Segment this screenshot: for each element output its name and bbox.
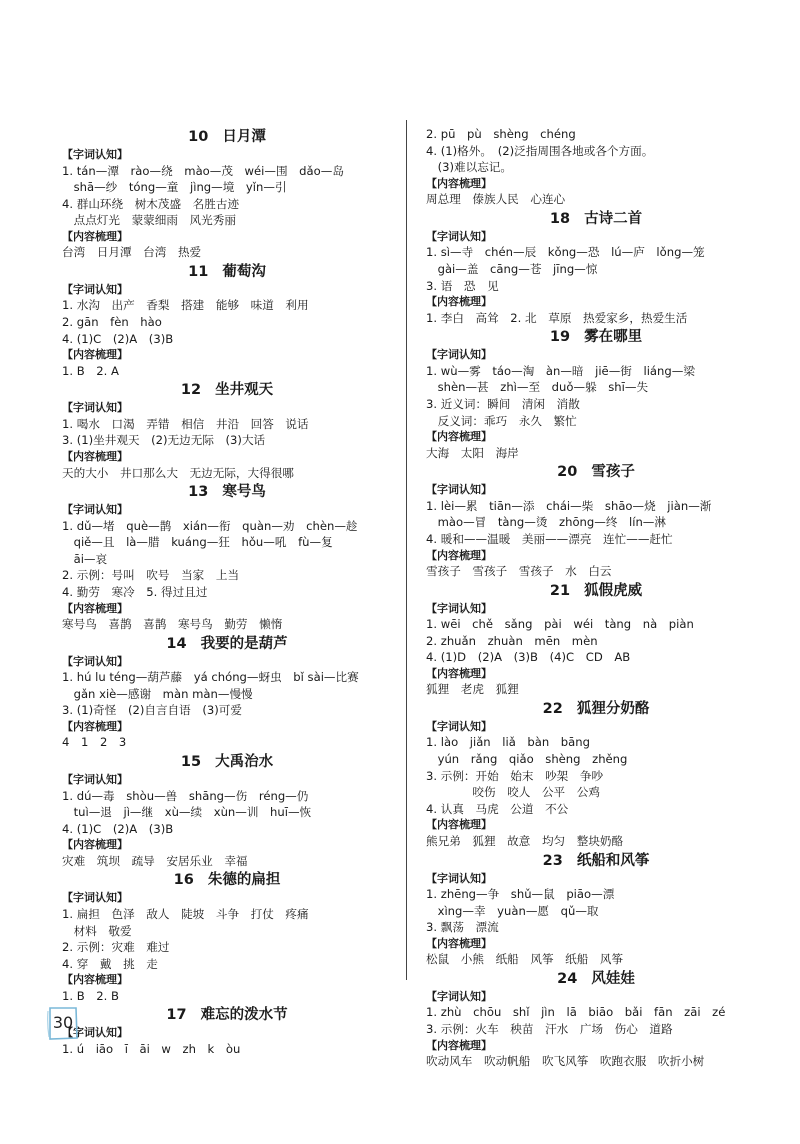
- section-label: 【内容梳理】: [426, 666, 492, 680]
- answer-line: 1. tán—潭 rào—绕 mào—茂 wéi—围 dǎo—岛: [62, 163, 344, 178]
- answer-line: 大海 太阳 海岸: [426, 445, 519, 460]
- answer-line: 狐狸 老虎 狐狸: [426, 682, 519, 697]
- answer-line: 4. (1)D (2)A (3)B (4)C CD AB: [426, 650, 631, 665]
- answer-line: 4. 暖和——温暖 美丽——漂亮 连忙——赶忙: [426, 531, 673, 546]
- section-label: 【内容梳理】: [62, 229, 128, 243]
- page-number: 30: [52, 1013, 74, 1032]
- lesson-name: 狐假虎威: [584, 582, 643, 599]
- lesson-title: [62, 127, 392, 147]
- section-label: 【字词认知】: [62, 148, 128, 161]
- lesson-number: 13: [188, 484, 209, 501]
- answer-line: 2. 示例：号叫 吹号 当家 上当: [62, 568, 240, 583]
- section-label: 【内容梳理】: [62, 450, 128, 464]
- lesson-number: 14: [166, 635, 187, 652]
- lesson-number: 10: [188, 129, 209, 145]
- answer-line: 1. 喝水 口渴 弄错 相信 井沿 回答 说话: [62, 416, 309, 431]
- lesson-number: 12: [180, 382, 202, 399]
- lesson-number: 11: [188, 263, 209, 280]
- answer-line: 1. wēi chě sǎng pài wéi tàng nà piàn: [426, 617, 694, 632]
- answer-line: 2. 示例：灾难 难过: [62, 940, 170, 955]
- lesson-number: 20: [557, 464, 578, 481]
- answer-line: 4. (1)C (2)A (3)B: [62, 331, 174, 346]
- answer-line: 反义词：乖巧 永久 繁忙: [426, 413, 577, 428]
- answer-line: 3. 语 恐 见: [426, 278, 499, 293]
- lesson-name: 我要的是葫芦: [200, 635, 288, 652]
- lesson-title: [62, 262, 392, 282]
- lesson-title: [426, 851, 766, 871]
- answer-line: 1. hú lu téng—葫芦藤 yá chóng—蚜虫 bǐ sài—比赛: [62, 670, 359, 685]
- answer-line: 3. 飘荡 漂流: [426, 920, 499, 935]
- lesson-name: 纸船和风筝: [576, 852, 650, 869]
- answer-line: (3)难以忘记。: [426, 160, 512, 175]
- answer-line: 2. zhuǎn zhuàn mēn mèn: [426, 633, 598, 648]
- lesson-title: [62, 634, 392, 654]
- answer-line: 1. dǔ—堵 què—鹊 xián—衔 quàn—劝 chèn—趁: [62, 518, 358, 533]
- answer-line: āi—哀: [62, 551, 108, 566]
- lesson-title: [62, 1005, 392, 1025]
- column-divider: [406, 120, 407, 980]
- lesson-title: [426, 581, 766, 601]
- answer-line: 4. (1)格外。 (2)泛指周围各地或各个方面。: [426, 143, 654, 158]
- answer-line: 寒号鸟 喜鹊 喜鹊 寒号鸟 勤劳 懒惰: [62, 617, 283, 632]
- page-number-badge: [48, 1008, 78, 1038]
- answer-line: gǎn xiè—感谢 màn màn—慢慢: [62, 686, 253, 701]
- answer-line: 1. sì—寺 chén—辰 kǒng—恐 lú—庐 lǒng—笼: [426, 245, 705, 260]
- answer-line: mào—冒 tàng—烫 zhōng—终 lín—淋: [426, 515, 666, 530]
- answer-line: shā—纱 tóng—童 jìng—境 yǐn—引: [62, 180, 287, 195]
- section-label: 【字词认知】: [62, 654, 128, 668]
- answer-line: gài—盖 cāng—苍 jīng—惊: [426, 261, 598, 276]
- section-label: 【内容梳理】: [62, 973, 128, 987]
- section-label: 【内容梳理】: [426, 1038, 492, 1052]
- lesson-title: [426, 699, 766, 719]
- lesson-name: 雪孩子: [591, 464, 635, 481]
- lesson-name: 大禹治水: [215, 754, 274, 771]
- answer-line: 4. 认真 马虎 公道 不公: [426, 801, 569, 816]
- answer-line: 周总理 傣族人民 心连心: [426, 192, 566, 207]
- section-label: 【字词认知】: [426, 601, 492, 615]
- answer-line: 1. 水沟 出产 香梨 搭建 能够 味道 利用: [62, 298, 309, 313]
- lesson-name: 古诗二首: [584, 210, 643, 227]
- answer-line: 1. ú iāo ī āi w zh k òu: [62, 1041, 241, 1056]
- lesson-number: 22: [542, 700, 563, 717]
- lesson-number: 15: [180, 754, 202, 771]
- answer-line: 点点灯光 蒙蒙细雨 风光秀丽: [62, 213, 236, 228]
- answer-line: 4. 勤劳 寒冷 5. 得过且过: [62, 585, 208, 599]
- section-label: 【内容梳理】: [62, 838, 128, 852]
- lesson-name: 难忘的泼水节: [200, 1007, 288, 1024]
- section-label: 【内容梳理】: [426, 548, 492, 562]
- answer-line: 3. 近义词：瞬间 清闲 消散: [426, 396, 580, 411]
- answer-line: 3. 示例：开始 始末 吵架 争吵: [426, 768, 604, 783]
- section-label: 【字词认知】: [426, 483, 492, 497]
- section-label: 【内容梳理】: [426, 430, 492, 444]
- lesson-number: 24: [557, 970, 578, 987]
- answer-line: 1. dú—毒 shòu—兽 shāng—伤 réng—仍: [62, 788, 309, 803]
- section-label: 【字词认知】: [62, 1026, 128, 1040]
- answer-line: 2. pū pù shèng chéng: [426, 127, 576, 141]
- section-label: 【字词认知】: [426, 229, 492, 243]
- section-label: 【内容梳理】: [426, 176, 492, 190]
- answer-line: 吹动风车 吹动帆船 吹飞风筝 吹跑衣服 吹折小树: [426, 1054, 705, 1069]
- lesson-number: 17: [166, 1007, 187, 1024]
- lesson-number: 21: [549, 582, 571, 599]
- answer-line: 材料 敬爱: [62, 923, 132, 938]
- section-label: 【字词认知】: [62, 891, 128, 905]
- section-label: 【内容梳理】: [426, 818, 492, 832]
- answer-line: 1. B 2. A: [62, 363, 119, 378]
- section-label: 【字词认知】: [62, 773, 128, 787]
- answer-line: 3. (1)坐井观天 (2)无边无际 (3)大话: [62, 433, 266, 448]
- section-label: 【字词认知】: [62, 503, 128, 517]
- answer-line: 1. B 2. B: [62, 988, 119, 1003]
- answer-line: 1. lào jiǎn liǎ bàn bāng: [426, 735, 590, 750]
- lesson-number: 16: [173, 872, 194, 889]
- answer-line: yún rǎng qiǎo shèng zhěng: [426, 752, 628, 767]
- lesson-title: [62, 870, 392, 890]
- answer-line: 台湾 日月潭 台湾 热爱: [62, 245, 202, 260]
- lesson-name: 日月潭: [222, 129, 266, 145]
- answer-line: xìng—幸 yuàn—愿 qǔ—取: [426, 903, 599, 918]
- lesson-title: [62, 380, 392, 400]
- answer-line: 1. 李白 高耸 2. 北 草原 热爱家乡，热爱生活: [426, 310, 688, 325]
- section-label: 【内容梳理】: [62, 348, 128, 362]
- answer-line: 4. (1)C (2)A (3)B: [62, 821, 174, 836]
- section-label: 【字词认知】: [426, 871, 492, 885]
- lesson-title: [62, 482, 392, 502]
- answer-line: qiě—且 là—腊 kuáng—狂 hǒu—吼 fù—复: [62, 535, 333, 550]
- lesson-name: 坐井观天: [215, 382, 274, 399]
- answer-line: 天的大小 井口那么大 无边无际，大得很哪: [62, 465, 294, 480]
- answer-line: 4 1 2 3: [62, 735, 127, 750]
- answer-line: 3. (1)奇怪 (2)自言自语 (3)可爱: [62, 703, 242, 718]
- lesson-title: [62, 752, 392, 772]
- lesson-name: 狐狸分奶酪: [576, 700, 650, 717]
- answer-line: tuì—退 jì—继 xù—续 xùn—训 huī—恢: [62, 805, 312, 820]
- section-label: 【内容梳理】: [62, 601, 128, 615]
- lesson-title: [426, 969, 766, 989]
- section-label: 【字词认知】: [426, 989, 492, 1003]
- lesson-number: 19: [549, 329, 571, 346]
- lesson-name: 雾在哪里: [584, 329, 643, 346]
- section-label: 【字词认知】: [426, 348, 492, 362]
- section-label: 【字词认知】: [62, 282, 128, 296]
- answer-line: 1. lèi—累 tiān—添 chái—柴 shāo—烧 jiàn—渐: [426, 498, 712, 513]
- lesson-name: 风娃娃: [591, 970, 635, 987]
- section-label: 【内容梳理】: [426, 295, 492, 309]
- answer-line: 1. wù—雾 táo—淘 àn—暗 jiē—街 liáng—梁: [426, 363, 695, 378]
- answer-line: 松鼠 小熊 纸船 风筝 纸船 风筝: [426, 952, 624, 967]
- section-label: 【内容梳理】: [62, 719, 128, 733]
- lesson-title: [426, 462, 766, 482]
- section-label: 【字词认知】: [426, 719, 492, 733]
- answer-line: 熊兄弟 狐狸 故意 均匀 整块奶酪: [426, 833, 624, 848]
- lesson-number: 18: [549, 210, 571, 227]
- right-column: [426, 126, 766, 1070]
- answer-line: 1. 扁担 色泽 敌人 陡坡 斗争 打仗 疼痛: [62, 906, 309, 921]
- answer-line: 雪孩子 雪孩子 雪孩子 水 白云: [426, 564, 612, 578]
- answer-line: shèn—甚 zhì—至 duǒ—躲 shī—失: [426, 380, 649, 395]
- answer-line: 1. zhù chōu shǐ jìn lā biāo bǎi fān zāi zé: [426, 1005, 726, 1020]
- answer-line: 3. 示例：火车 秧苗 汗水 广场 伤心 道路: [426, 1022, 673, 1036]
- section-label: 【字词认知】: [62, 401, 128, 415]
- section-label: 【内容梳理】: [426, 936, 492, 950]
- answer-line: 4. 穿 戴 挑 走: [62, 956, 158, 971]
- answer-line: 2. gān fèn hào: [62, 315, 162, 330]
- lesson-title: [426, 327, 766, 347]
- answer-line: 咬伤 咬人 公平 公鸡: [426, 785, 600, 800]
- lesson-name: 寒号鸟: [222, 484, 266, 501]
- lesson-name: 朱德的扁担: [207, 872, 281, 889]
- lesson-name: 葡萄沟: [222, 263, 266, 280]
- answer-line: 4. 群山环绕 树木茂盛 名胜古迹: [62, 196, 240, 211]
- lesson-number: 23: [542, 852, 563, 869]
- left-column: [62, 126, 392, 1058]
- answer-line: 1. zhēng—争 shǔ—鼠 piāo—漂: [426, 887, 615, 902]
- answer-line: 灾难 筑坝 疏导 安居乐业 幸福: [62, 853, 248, 868]
- lesson-title: [426, 209, 766, 229]
